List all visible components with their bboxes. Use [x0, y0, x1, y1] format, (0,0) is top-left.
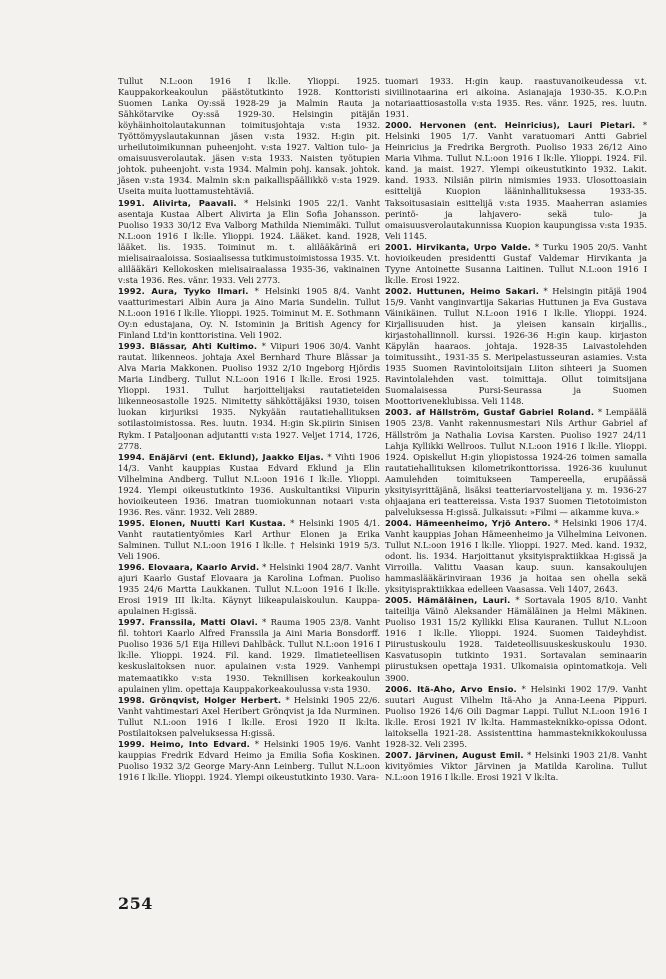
entry-2007: [385, 750, 647, 783]
entry-1992: [118, 286, 380, 341]
entry-heading: 1992. Aura, Tyyko Ilmari.: [118, 285, 249, 296]
entry-text: * Helsinki 1906 17/4. Vanht kauppias Johan Hämeenheimo ja Vilhelmina Leivonen. Tullut N.L:oon 1916 I lk:lle. Ylioppi. 1927. Med. kand. 1932, odont. lis. 1934. Harjoittanut yksityispraktiikkaa H:gissä ja Virroilla. Valittu Vaasan kaup. suun. kansakoulujen hammaslääkärinviraan 1936 ja hoitaa sen ohella sekä yksityispraktiikkaa edelleen Vaasassa. Veli 1407, 2643.: [385, 517, 648, 595]
entry-1997: [118, 617, 380, 694]
entry-1994: [118, 452, 380, 518]
entry-text: * Helsinki 1902 17/9. Vanht suutari August Vilhelm Itä-Aho ja Anna-Leena Pippuri. Puoliso 1926 14/6 Oili Dagmar Lappi. Tullut N.L:oon 1916 I lk:lle. Erosi 1921 IV lk:lta. Hammasteknikko-opissa Odont. laitoksella 1921-28. Assistenttina hammasteknikkokoulussa 1928-32. Veli 2395.: [385, 683, 647, 749]
entry-1999: [118, 739, 380, 783]
entry-heading: 1999. Heimo, Into Edvard.: [118, 738, 250, 749]
entry-heading: 2001. Hirvikanta, Urpo Valde.: [385, 241, 531, 252]
entry-text: * Sortavala 1905 8/10. Vanht taiteilija Väinö Aleksander Hämäläinen ja Helmi Mäkinen. Puoliso 1931 15/2 Kyllikki Elisa Kauranen. Tullut N.L:oon 1916 I lk:lle. Ylioppi. 1924. Suomen Taideyhdist. Piirustuskoulu 1928. Taideteollisuuskeskuskoulu 1930. Kasvatusopin tutkinto 1931. Sortavalan seminaarin piirustuksen opettaja 1931. Ulkomaisia opintomatkoja. Veli 3900.: [385, 595, 647, 683]
entry-text: * Turku 1905 20/5. Vanht hovioikeuden presidentti Gustaf Valdemar Hirvikanta ja Tyyne Antoinette Susanna Laitinen. Tullut N.L:oon 1916 I lk:lle. Erosi 1922.: [385, 241, 648, 285]
entry-heading: 2007. Järvinen, August Emil.: [385, 749, 524, 760]
entry-text: * Helsinki 1903 21/8. Vanht kivityömies Viktor Järvinen ja Matilda Karolina. Tullut N.L:oon 1916 I lk:lle. Erosi 1921 V lk:lta.: [385, 749, 647, 782]
page-number: 254: [118, 894, 153, 913]
entry-1998: [118, 695, 380, 739]
entry-continuation: [118, 76, 380, 198]
entry-1996: [118, 562, 380, 617]
entry-text: tuomari 1933. H:gin kaup. raastuvanoikeudessa v.t. siviilinotaarina eri aikoina. Asianajaja 1930-35. K.O.P:n notariaattiosastolla v:sta 1935. Res. vänr. 1925, res. luutn. 1931.: [385, 76, 647, 120]
entry-text: * Helsinki 1905 1/7. Vanht varatuomari Antti Gabriel Heinricius ja Fredrika Bergroth. Puoliso 1933 26/12 Aino Maria Vihma. Tullut N.L:oon 1916 I lk:lle. Ylioppi. 1924. Fil. kand. ja maist. 1927. Ylempi oikeustutkinto 1932. Lakit. kand. 1933. Nilsiän piirin nimismies 1933. Ulosottoasiain esittelijä Kuopion lääninhallituksessa 1933-35. Taksoitusasiain esittelijä v:sta 1935. Maaherran asiamies perintö- ja lahjavero- sekä tulo- ja omaisuusverolautakunnissa Kuopion kaupungissa v:sta 1935. Veli 1145.: [385, 120, 648, 241]
entry-heading: 1994. Enäjärvi (ent. Eklund), Jaakko Eljas.: [118, 451, 324, 462]
entry-2005: [385, 595, 647, 683]
entry-text: * Rauma 1905 23/8. Vanht fil. tohtori Kaarlo Alfred Franssila ja Aini Maria Bonsdorff. Puoliso 1936 5/1 Eija Hillevi Dahlbäck. Tullut N.L:oon 1916 I lk:lle. Ylioppi. 1924. Fil. kand. 1929. Ilmatieteellisen keskuslaitoksen nuor. apulainen v:sta 1929. Vanhempi matemaatikko v:sta 1930. Teknillisen korkeakoulun apulainen ylim. opettaja Kauppakorkeakoulussa v:sta 1930.: [118, 617, 380, 694]
entry-heading: 1996. Elovaara, Kaarlo Arvid.: [118, 562, 260, 573]
entry-text: * Helsingin pitäjä 1904 15/9. Vanht vanginvartija Sakarias Huttunen ja Eva Gustava Väinikäinen. Tullut N.L:oon 1916 I lk:lle. Ylioppi. 1924. Kirjallisuuden hist. ja yleisen kansain kirjallis., kirjastohallinnoll. kurssi. 1926-36 H:gin kaup. kirjaston Käpylän haaraos. johtaja. 1928-35 Laivastolehden toimitussiht., 1931-35 S. Meripelastusseuran asiamies. V:sta 1935 Suomen Ravintoloitsijain Liiton sihteeri ja Suomen Ravintolalehden vast. toimittaja. Ollut toimitsijana Suomalaisessa Pursi-Seurassa ja Suomen Moottoriveneklubissa. Veli 1148.: [385, 285, 647, 407]
entry-heading: 2000. Hervonen (ent. Heinricius), Lauri Pietari.: [385, 120, 636, 131]
entry-2006: [385, 684, 647, 750]
entry-text: * Helsinki 1905 19/6. Vanht kauppias Fredrik Edvard Heimo ja Emilia Sofia Koskinen. Puoliso 1932 3/2 George Mary-Ann Leinberg. Tullut N.L:oon 1916 I lk:lle. Ylioppi. 1924. Ylempi oikeustutkinto 1930. Vara-: [118, 738, 380, 782]
entry-1995: [118, 518, 380, 562]
entry-heading: 1993. Blässar, Ahti Kultimo.: [118, 341, 258, 352]
entry-2000: [385, 120, 647, 242]
entry-heading: 1997. Franssila, Matti Olavi.: [118, 617, 258, 628]
entry-text: * Vihti 1906 14/3. Vanht kauppias Kustaa Edvard Eklund ja Elin Vilhelmina Andberg. Tullut N.L:oon 1916 I lk:lle. Ylioppi. 1924. Ylempi oikeustutkinto 1936. Auskultantiksi Viipurin hovioikeuteen 1936. Imatran tuomiokunnan notaari v:sta 1936. Res. vänr. 1932. Veli 2889.: [118, 451, 380, 517]
entry-text: * Helsinki 1905 22/1. Vanht asentaja Kustaa Albert Alivirta ja Elin Sofia Johansson. Puoliso 1933 30/12 Eva Valborg Mathilda Niemimäki. Tullut N.L:oon 1916 I lk:lle. Ylioppi. 1924. Lääket. kand. 1928, lääket. lis. 1935. Toiminut m. t. alilääkärinä eri mielisairaaloissa. Sosiaalisessa tutkimustoimistossa 1935. V.t. alilääkäri Kellokosken mielisairaalassa 1935-36, vakinainen v:sta 1936. Res. vänr. 1933. Veli 2773.: [118, 197, 380, 285]
entry-text: * Viipuri 1906 30/4. Vanht rautat. liikenneos. johtaja Axel Bernhard Thure Blässar ja Alva Maria Makkonen. Puoliso 1932 2/10 Ingeborg Hjördis Maria Lindberg. Tullut N.L:oon 1916 I lk:lle. Erosi 1925. Ylioppi. 1931. Tullut harjoittelijaksi rautatieteiden liikenneosastolle 1925. Nimitetty sähköttäjäksi 1930, toisen luokan kirjuriksi 1935. Nykyään rautatiehallituksen sotilastoimistossa. Res. luutn. 1934. H:gin Sk.piirin Sinisen Rykm. I Pataljoonan adjutantti v:sta 1927. Veljet 1714, 1726, 2778.: [118, 341, 380, 451]
entry-continuation: [385, 76, 647, 120]
entry-heading: 2002. Huttunen, Heimo Sakari.: [385, 285, 540, 296]
entry-heading: 1991. Alivirta, Paavali.: [118, 197, 237, 208]
entry-text: * Lempäälä 1905 23/8. Vanht rakennusmestari Nils Arthur Gabriel af Hällström ja Nathalia Lovisa Karsten. Puoliso 1927 24/11 Lahja Kyllikki Wellroos. Tullut N.L:oon 1916 I lk:lle. Ylioppi. 1924. Opiskellut H:gin yliopistossa 1924-26 toimen samalla rautatiehallituksen kilometrikonttorissa. 1926-36 kuulunut Aamulehden toimitukseen Tampereella, erupäässä yksityisyrittäjänä, lisäksi teatteriarvostelijana y. m. 1936-27 ohjaajana eri teattereissa. V:sta 1937 Suomen Tietotoimiston palveluksessa H:gissä. Julkaissut: »Filmi — aikamme kuva.»: [385, 407, 647, 517]
entry-2001: [385, 242, 647, 286]
entry-2002: [385, 286, 647, 408]
entry-heading: 2003. af Hällström, Gustaf Gabriel Roland.: [385, 407, 595, 418]
entry-1993: [118, 341, 380, 451]
entry-text: * Helsinki 1905 8/4. Vanht vaatturimestari Albin Aura ja Aino Maria Sundelin. Tullut N.L:oon 1916 I lk:lle. Ylioppi. 1925. Toiminut M. E. Sothmann Oy:n edustajana, Oy. N. Istominin ja British Agency for Finland Ltd'in konttoristina. Veli 1902.: [118, 285, 380, 341]
entry-heading: 2004. Hämeenheimo, Yrjö Antero.: [385, 517, 551, 528]
entry-text: * Helsinki 1905 22/6. Vanht vahtimestari Axel Heribert Grönqvist ja Ida Nurminen. Tullut N.L:oon 1916 I lk:lle. Erosi 1920 II lk:lta. Postilaitoksen palveluksessa H:gissä.: [118, 694, 380, 738]
entry-2004: [385, 518, 647, 595]
entry-text: Tullut N.L:oon 1916 I lk:lle. Ylioppi. 1925. Kauppakorkeakoulun päästötutkinto 1928. Konttoristi Suomen Lanka Oy:ssä 1928-29 ja Malmin Rauta ja Sähkötarvike Oy:ssä 1929-30. Helsingin pitäjän köyhäinhoitolautakunnan toimitusjohtaja v:sta 1932. Työttömyyslautakunnan jäsen v:sta 1932. H:gin pit. urheilutoimikunnan puheenjoht. v:sta 1927. Valtion tulo- ja omaisuusverolautak. jäsen v:sta 1933. Naisten työtupien johtok. puheenjoht. v:sta 1934. Malmin pohj. kansak. johtok. jäsen v:sta 1934. Malmin sk:n paikallispäällikkö v:sta 1929. Useita muita luottamustehtäviä.: [118, 76, 380, 197]
entry-text: * Helsinki 1904 28/7. Vanht ajuri Kaarlo Gustaf Elovaara ja Karolina Lofman. Puoliso 1935 24/6 Martta Laukkanen. Tullut N.L:oon 1916 I lk:lle. Erosi 1919 III lk:lta. Käynyt liikeapulaiskoulun. Kauppa-apulainen H:gissä.: [118, 562, 380, 617]
entry-2003: [385, 407, 647, 517]
entry-1991: [118, 198, 380, 286]
entry-heading: 1998. Grönqvist, Holger Herbert.: [118, 694, 282, 705]
right-column: [385, 76, 647, 783]
left-column: [118, 76, 380, 783]
entry-heading: 2006. Itä-Aho, Arvo Ensio.: [385, 683, 517, 694]
entry-heading: 2005. Hämäläinen, Lauri.: [385, 595, 511, 606]
entry-heading: 1995. Elonen, Nuutti Karl Kustaa.: [118, 517, 286, 528]
entry-text: * Helsinki 1905 4/1. Vanht rautatientyömies Karl Arthur Elonen ja Erika Salminen. Tullut N.L:oon 1916 I lk:lle. † Helsinki 1919 5/3. Veli 1906.: [118, 517, 381, 562]
